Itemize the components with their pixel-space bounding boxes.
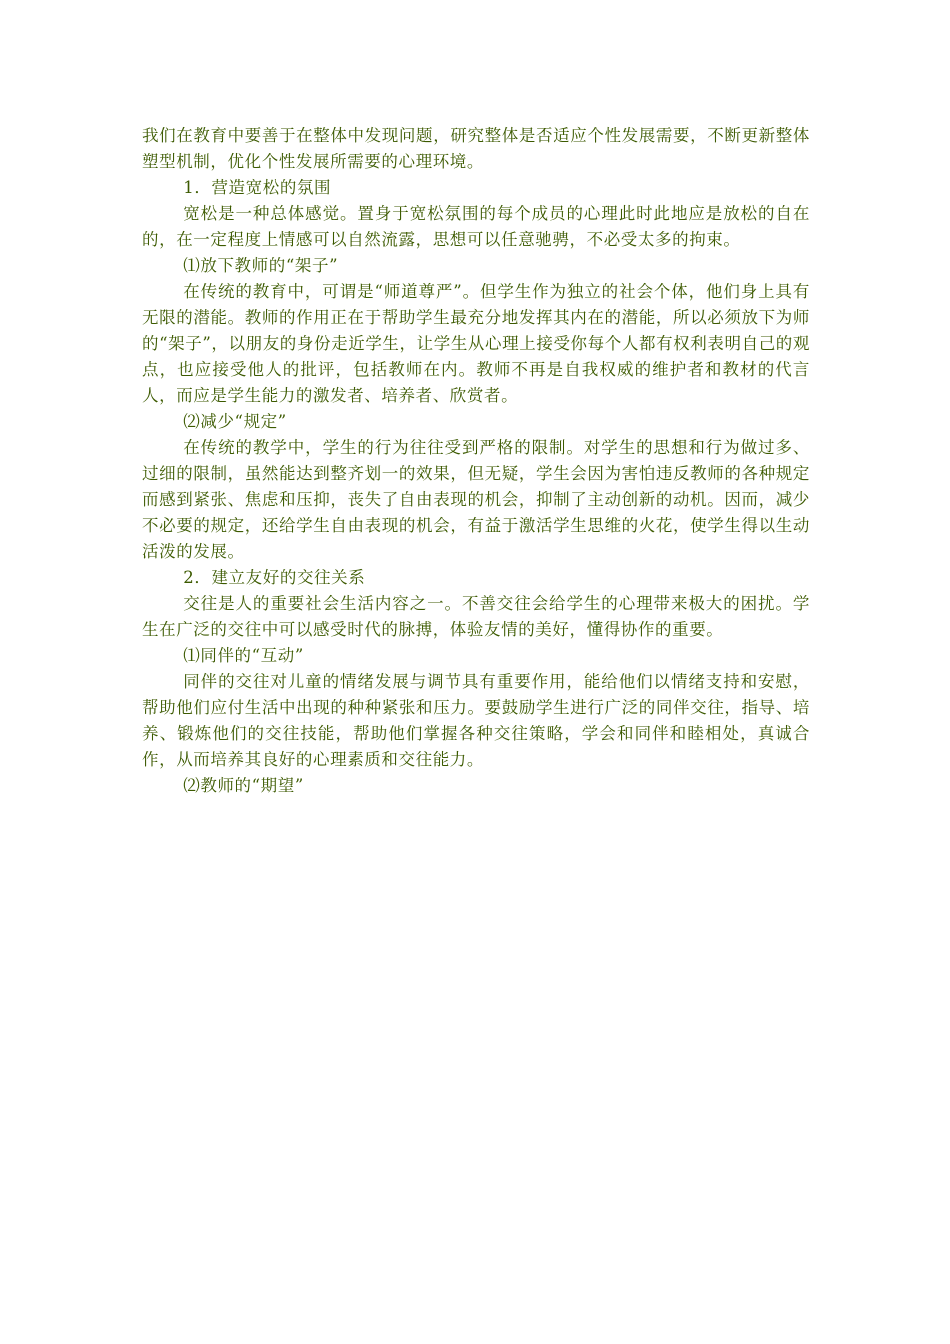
intro-paragraph: 我们在教育中要善于在整体中发现问题，研究整体是否适应个性发展需要，不断更新整体塑型机制，优化个性发展所需要的心理环境。: [142, 126, 810, 171]
section-heading-2: 2．建立友好的交往关系: [183, 568, 366, 587]
document-page: [142, 123, 810, 799]
subsection-heading-1-1: ⑴放下教师的“架子”: [183, 256, 339, 275]
section-1-paragraph: 宽松是一种总体感觉。置身于宽松氛围的每个成员的心理此时此地应是放松的自在的，在一定程度上情感可以自然流露，思想可以任意驰骋，不必受太多的拘束。: [142, 204, 810, 249]
subsection-heading-2-1: ⑴同伴的“互动”: [183, 646, 304, 665]
subsection-1-2-paragraph: 在传统的教学中，学生的行为往往受到严格的限制。对学生的思想和行为做过多、过细的限制，虽然能达到整齐划一的效果，但无疑，学生会因为害怕违反教师的各种规定而感到紧张、焦虑和压抑，丧失了自由表现的机会，抑制了主动创新的动机。因而，减少不必要的规定，还给学生自由表现的机会，有益于激活学生思维的火花，使学生得以生动活泼的发展。: [142, 438, 810, 561]
subsection-heading-1-2: ⑵减少“规定”: [183, 412, 287, 431]
subsection-2-1-paragraph: 同伴的交往对儿童的情绪发展与调节具有重要作用，能给他们以情绪支持和安慰，帮助他们应付生活中出现的种种紧张和压力。要鼓励学生进行广泛的同伴交往，指导、培养、锻炼他们的交往技能，帮助他们掌握各种交往策略，学会和同伴和睦相处，真诚合作，从而培养其良好的心理素质和交往能力。: [142, 672, 810, 769]
section-2-paragraph: 交往是人的重要社会生活内容之一。不善交往会给学生的心理带来极大的困扰。学生在广泛的交往中可以感受时代的脉搏，体验友情的美好，懂得协作的重要。: [142, 594, 810, 639]
subsection-1-1-paragraph: 在传统的教育中，可谓是“师道尊严”。但学生作为独立的社会个体，他们身上具有无限的潜能。教师的作用正在于帮助学生最充分地发挥其内在的潜能，所以必须放下为师的“架子”，以朋友的身份走近学生，让学生从心理上接受你每个人都有权利表明自己的观点，也应接受他人的批评，包括教师在内。教师不再是自我权威的维护者和教材的代言人，而应是学生能力的激发者、培养者、欣赏者。: [142, 282, 810, 405]
subsection-heading-2-2: ⑵教师的“期望”: [183, 776, 304, 795]
section-heading-1: 1．营造宽松的氛围: [183, 178, 332, 197]
